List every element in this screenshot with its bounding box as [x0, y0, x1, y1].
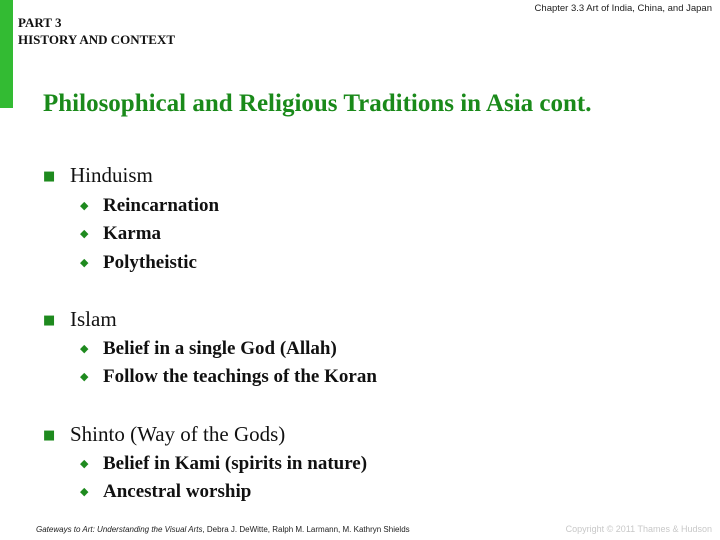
book-title: Gateways to Art: Understanding the Visual Arts [36, 525, 203, 534]
list-item [80, 366, 377, 388]
copyright-notice: Copyright © 2011 Thames & Hudson [565, 524, 712, 534]
diamond-bullet-icon: ◆ [80, 256, 89, 269]
slide-title: Philosophical and Religious Traditions in Asia cont. [43, 90, 592, 117]
section-heading-hinduism [43, 163, 153, 188]
chapter-label: Chapter 3.3 Art of India, China, and Japan [534, 3, 712, 14]
section-heading-shinto [43, 422, 285, 447]
diamond-bullet-icon: ◆ [80, 485, 89, 498]
list-item-text: Ancestral worship [103, 481, 252, 502]
diamond-bullet-icon: ◆ [80, 457, 89, 470]
list-item-text: Polytheistic [103, 252, 197, 273]
accent-bar [0, 0, 13, 108]
square-bullet-icon: ■ [43, 313, 56, 328]
part-header [18, 14, 175, 48]
section-heading-text: Hinduism [70, 163, 153, 187]
list-item-text: Follow the teachings of the Koran [103, 366, 377, 387]
diamond-bullet-icon: ◆ [80, 227, 89, 240]
section-heading-text: Shinto (Way of the Gods) [70, 422, 286, 446]
list-item-text: Reincarnation [103, 195, 220, 216]
list-item [80, 338, 337, 360]
book-authors: , Debra J. DeWitte, Ralph M. Larmann, M. Kathryn Shields [202, 525, 410, 534]
list-item-text: Belief in a single God (Allah) [103, 338, 337, 359]
list-item [80, 223, 161, 245]
list-item [80, 252, 197, 274]
section-heading-islam [43, 307, 117, 332]
diamond-bullet-icon: ◆ [80, 342, 89, 355]
list-item-text: Belief in Kami (spirits in nature) [103, 453, 368, 474]
list-item-text: Karma [103, 223, 162, 244]
diamond-bullet-icon: ◆ [80, 370, 89, 383]
list-item [80, 195, 219, 217]
list-item [80, 453, 367, 475]
footer-citation [36, 525, 410, 534]
diamond-bullet-icon: ◆ [80, 199, 89, 212]
square-bullet-icon: ■ [43, 169, 56, 184]
square-bullet-icon: ■ [43, 428, 56, 443]
context-label: HISTORY AND CONTEXT [18, 32, 176, 47]
part-label: PART 3 [18, 15, 62, 30]
section-heading-text: Islam [70, 307, 117, 331]
list-item [80, 481, 251, 503]
